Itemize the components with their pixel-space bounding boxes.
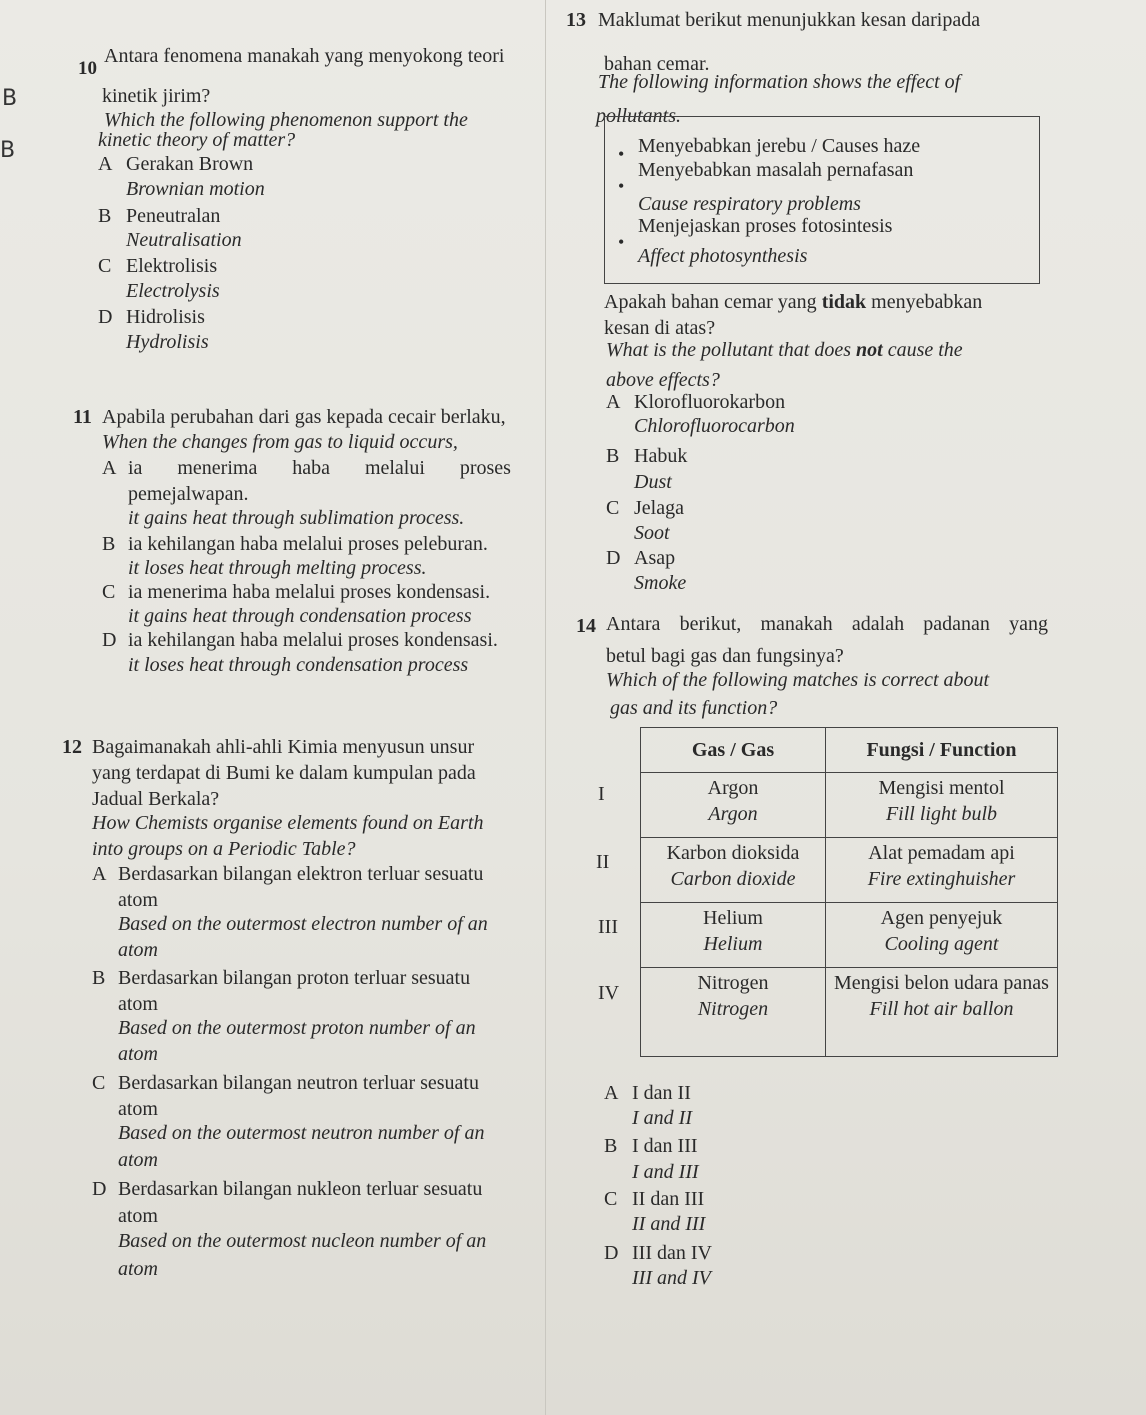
option-text-en: Soot xyxy=(634,522,670,544)
option-text-en: it loses heat through condensation process xyxy=(128,654,469,676)
row-number: III xyxy=(598,916,618,938)
option-text-en: Electrolysis xyxy=(126,280,220,302)
option-text-ms: Berdasarkan bilangan nukleon terluar sesuatu xyxy=(118,1178,483,1200)
option-text-en: atom xyxy=(118,939,158,961)
question-text-en: Which of the following matches is correct about xyxy=(606,669,990,691)
option-letter[interactable]: C xyxy=(98,255,112,277)
option-text-en: atom xyxy=(118,1149,158,1171)
gas-ms: Karbon dioksida xyxy=(666,842,800,864)
question-number: 14 xyxy=(576,615,596,637)
table-row xyxy=(641,903,1058,968)
question-text-en: pollutants. xyxy=(596,105,682,127)
option-letter[interactable]: B xyxy=(606,445,620,467)
row-number: IV xyxy=(598,982,620,1004)
gas-function-table xyxy=(640,727,1058,1057)
option-letter[interactable]: C xyxy=(604,1188,618,1210)
option-text-ms: Asap xyxy=(634,547,676,569)
function-ms: Agen penyejuk xyxy=(880,907,1003,929)
text: Apakah bahan cemar yang xyxy=(604,291,817,313)
option-letter[interactable]: A xyxy=(606,391,621,413)
option-letter[interactable]: C xyxy=(92,1072,106,1094)
word: proses xyxy=(459,457,511,479)
table-row xyxy=(641,773,1058,838)
option-text-ms: atom xyxy=(118,1205,158,1227)
option-letter[interactable]: D xyxy=(98,306,113,328)
option-letter[interactable]: D xyxy=(604,1242,619,1264)
option-text-ms: ia menerima haba melalui proses kondensasi. xyxy=(128,581,491,603)
question-number: 11 xyxy=(73,406,92,428)
question-ask-en: above effects? xyxy=(606,369,720,391)
bullet-text-en: Affect photosynthesis xyxy=(638,245,808,267)
bullet-dot: • xyxy=(618,144,625,164)
option-text-ms: atom xyxy=(118,993,158,1015)
word: menerima xyxy=(177,457,258,479)
word: manakah xyxy=(760,613,833,635)
text-bold: not xyxy=(856,339,883,361)
question-text-en: into groups on a Periodic Table? xyxy=(92,838,356,860)
option-text-en: it loses heat through melting process. xyxy=(128,557,427,579)
option-text-ms: Berdasarkan bilangan neutron terluar sesuatu xyxy=(118,1072,479,1094)
word: berikut, xyxy=(679,613,742,635)
option-text-ms: III dan IV xyxy=(632,1242,712,1264)
text: cause the xyxy=(887,339,963,361)
function-ms: Mengisi belon udara panas xyxy=(834,972,1049,994)
gas-ms: Argon xyxy=(707,777,759,799)
question-text-ms: kinetik jirim? xyxy=(102,85,211,107)
option-text-ms: Berdasarkan bilangan elektron terluar sesuatu xyxy=(118,863,484,885)
option-text-ms: Hidrolisis xyxy=(126,306,205,328)
option-text-ms: Habuk xyxy=(634,445,688,467)
row-number: I xyxy=(598,783,605,805)
word: ia xyxy=(128,457,143,479)
question-text-ms: yang terdapat di Bumi ke dalam kumpulan pada xyxy=(92,762,476,784)
option-letter[interactable]: A xyxy=(102,457,117,479)
function-ms: Mengisi mentol xyxy=(878,777,1005,799)
question-text-en: kinetic theory of matter? xyxy=(98,129,296,151)
option-text-en: it gains heat through sublimation process. xyxy=(128,507,465,529)
option-letter[interactable]: B xyxy=(102,533,116,555)
word: yang xyxy=(1009,613,1048,635)
bullet-text-en: Cause respiratory problems xyxy=(638,193,861,215)
table-cell-gas xyxy=(641,968,826,1057)
option-text-ms: ia kehilangan haba melalui proses peleburan. xyxy=(128,533,488,555)
option-text-en: Brownian motion xyxy=(126,178,265,200)
question-number: 10 xyxy=(78,58,97,79)
question-text-en: gas and its function? xyxy=(610,697,778,719)
margin-mark: B xyxy=(2,86,18,111)
option-letter[interactable]: D xyxy=(102,629,117,651)
word: haba xyxy=(292,457,331,479)
option-text-ms: ia kehilangan haba melalui proses kondensasi. xyxy=(128,629,498,651)
question-text-ms: Apabila perubahan dari gas kepada cecair berlaku, xyxy=(102,406,506,428)
option-letter[interactable]: C xyxy=(606,497,620,519)
bullet-text: Menyebabkan jerebu / Causes haze xyxy=(638,135,921,157)
table-row xyxy=(641,838,1058,903)
option-text-ms xyxy=(128,456,511,480)
option-text-en: I and II xyxy=(632,1107,692,1129)
row-number: II xyxy=(596,851,610,873)
function-en: Fill hot air ballon xyxy=(869,998,1014,1020)
question-text-ms: Antara fenomena manakah yang menyokong teori xyxy=(104,45,505,67)
gas-en: Argon xyxy=(708,803,758,825)
table-cell-gas xyxy=(641,838,826,903)
option-text-en: Based on the outermost proton number of an xyxy=(118,1017,476,1039)
column-divider xyxy=(545,0,546,1415)
question-ask-ms xyxy=(604,290,982,314)
bullet-dot: • xyxy=(618,176,625,196)
question-ask-en xyxy=(606,338,963,362)
question-text-ms: betul bagi gas dan fungsinya? xyxy=(606,645,844,667)
option-text-ms: atom xyxy=(118,1098,158,1120)
option-text-en: Smoke xyxy=(634,572,687,594)
bullet-text: Menyebabkan masalah pernafasan xyxy=(638,159,914,181)
option-text-en: atom xyxy=(118,1043,158,1065)
word: padanan xyxy=(923,613,990,635)
option-letter[interactable]: C xyxy=(102,581,116,603)
question-text-en: Which the following phenomenon support the xyxy=(104,109,468,131)
option-text-ms: atom xyxy=(118,889,158,911)
option-text-en: Based on the outermost electron number of an xyxy=(118,913,488,935)
question-text-en: When the changes from gas to liquid occurs, xyxy=(102,431,458,453)
function-en: Fill light bulb xyxy=(885,803,998,825)
option-letter[interactable]: D xyxy=(606,547,621,569)
table-header-row xyxy=(641,728,1058,773)
word: adalah xyxy=(851,613,905,635)
question-text-en: The following information shows the effect of xyxy=(598,71,961,93)
text: menyebabkan xyxy=(871,291,983,313)
gas-en: Carbon dioxide xyxy=(670,868,796,890)
option-letter[interactable]: A xyxy=(98,153,113,175)
function-en: Cooling agent xyxy=(884,933,999,955)
option-text-en: I and III xyxy=(632,1161,699,1183)
table-header-function: Fungsi / Function xyxy=(826,728,1058,773)
option-text-ms: II dan III xyxy=(632,1188,705,1210)
table-header-gas: Gas / Gas xyxy=(641,728,826,773)
option-text-ms: I dan II xyxy=(632,1082,691,1104)
option-letter[interactable]: B xyxy=(98,205,112,227)
option-letter[interactable]: B xyxy=(604,1135,618,1157)
option-text-ms: Klorofluorokarbon xyxy=(634,391,786,413)
option-text-ms: Jelaga xyxy=(634,497,684,519)
option-text-en: Hydrolisis xyxy=(126,331,209,353)
option-text-ms: Gerakan Brown xyxy=(126,153,254,175)
question-number: 12 xyxy=(62,736,82,758)
function-en: Fire extinghuisher xyxy=(867,868,1016,890)
question-text-en: How Chemists organise elements found on Earth xyxy=(92,812,484,834)
table-cell-function xyxy=(826,838,1058,903)
option-text-ms: I dan III xyxy=(632,1135,698,1157)
question-ask-ms: kesan di atas? xyxy=(604,317,716,339)
question-text-ms: Maklumat berikut menunjukkan kesan daripada xyxy=(598,9,981,31)
text-bold: tidak xyxy=(821,291,867,313)
option-text-en: Neutralisation xyxy=(126,229,242,251)
option-letter[interactable]: A xyxy=(92,863,107,885)
word: Antara xyxy=(606,613,661,635)
table-row xyxy=(641,968,1058,1057)
option-text-en: II and III xyxy=(632,1213,706,1235)
gas-en: Helium xyxy=(703,933,763,955)
option-text-en: Chlorofluorocarbon xyxy=(634,415,795,437)
bullet-text: Menjejaskan proses fotosintesis xyxy=(638,215,893,237)
bullet-dot: • xyxy=(618,232,625,252)
option-text-en: atom xyxy=(118,1258,158,1280)
gas-ms: Helium xyxy=(703,907,763,929)
table-cell-function xyxy=(826,773,1058,838)
option-letter[interactable]: A xyxy=(604,1082,619,1104)
margin-mark: B xyxy=(0,138,16,163)
option-text-en: it gains heat through condensation process xyxy=(128,605,472,627)
table-cell-function xyxy=(826,968,1058,1057)
question-text-ms: bahan cemar. xyxy=(604,53,710,75)
option-text-en: Dust xyxy=(634,471,672,493)
gas-ms: Nitrogen xyxy=(697,972,769,994)
option-text-en: III and IV xyxy=(632,1267,711,1289)
question-text-ms: Jadual Berkala? xyxy=(92,788,220,810)
option-text-ms: Peneutralan xyxy=(126,205,221,227)
option-text-en: Based on the outermost neutron number of an xyxy=(118,1122,485,1144)
option-letter[interactable]: B xyxy=(92,967,106,989)
option-letter[interactable]: D xyxy=(92,1178,107,1200)
gas-en: Nitrogen xyxy=(697,998,769,1020)
word: melalui xyxy=(364,457,425,479)
function-ms: Alat pemadam api xyxy=(868,842,1015,864)
option-text-ms: pemejalwapan. xyxy=(128,483,249,505)
table-cell-gas xyxy=(641,773,826,838)
option-text-ms: Elektrolisis xyxy=(126,255,218,277)
option-text-en: Based on the outermost nucleon number of an xyxy=(118,1230,487,1252)
question-text-ms xyxy=(606,612,1048,636)
question-number: 13 xyxy=(566,9,586,31)
option-text-ms: Berdasarkan bilangan proton terluar sesuatu xyxy=(118,967,471,989)
question-text-ms: Bagaimanakah ahli-ahli Kimia menyusun unsur xyxy=(92,736,475,758)
table-cell-gas xyxy=(641,903,826,968)
text: What is the pollutant that does xyxy=(606,339,851,361)
table-cell-function xyxy=(826,903,1058,968)
